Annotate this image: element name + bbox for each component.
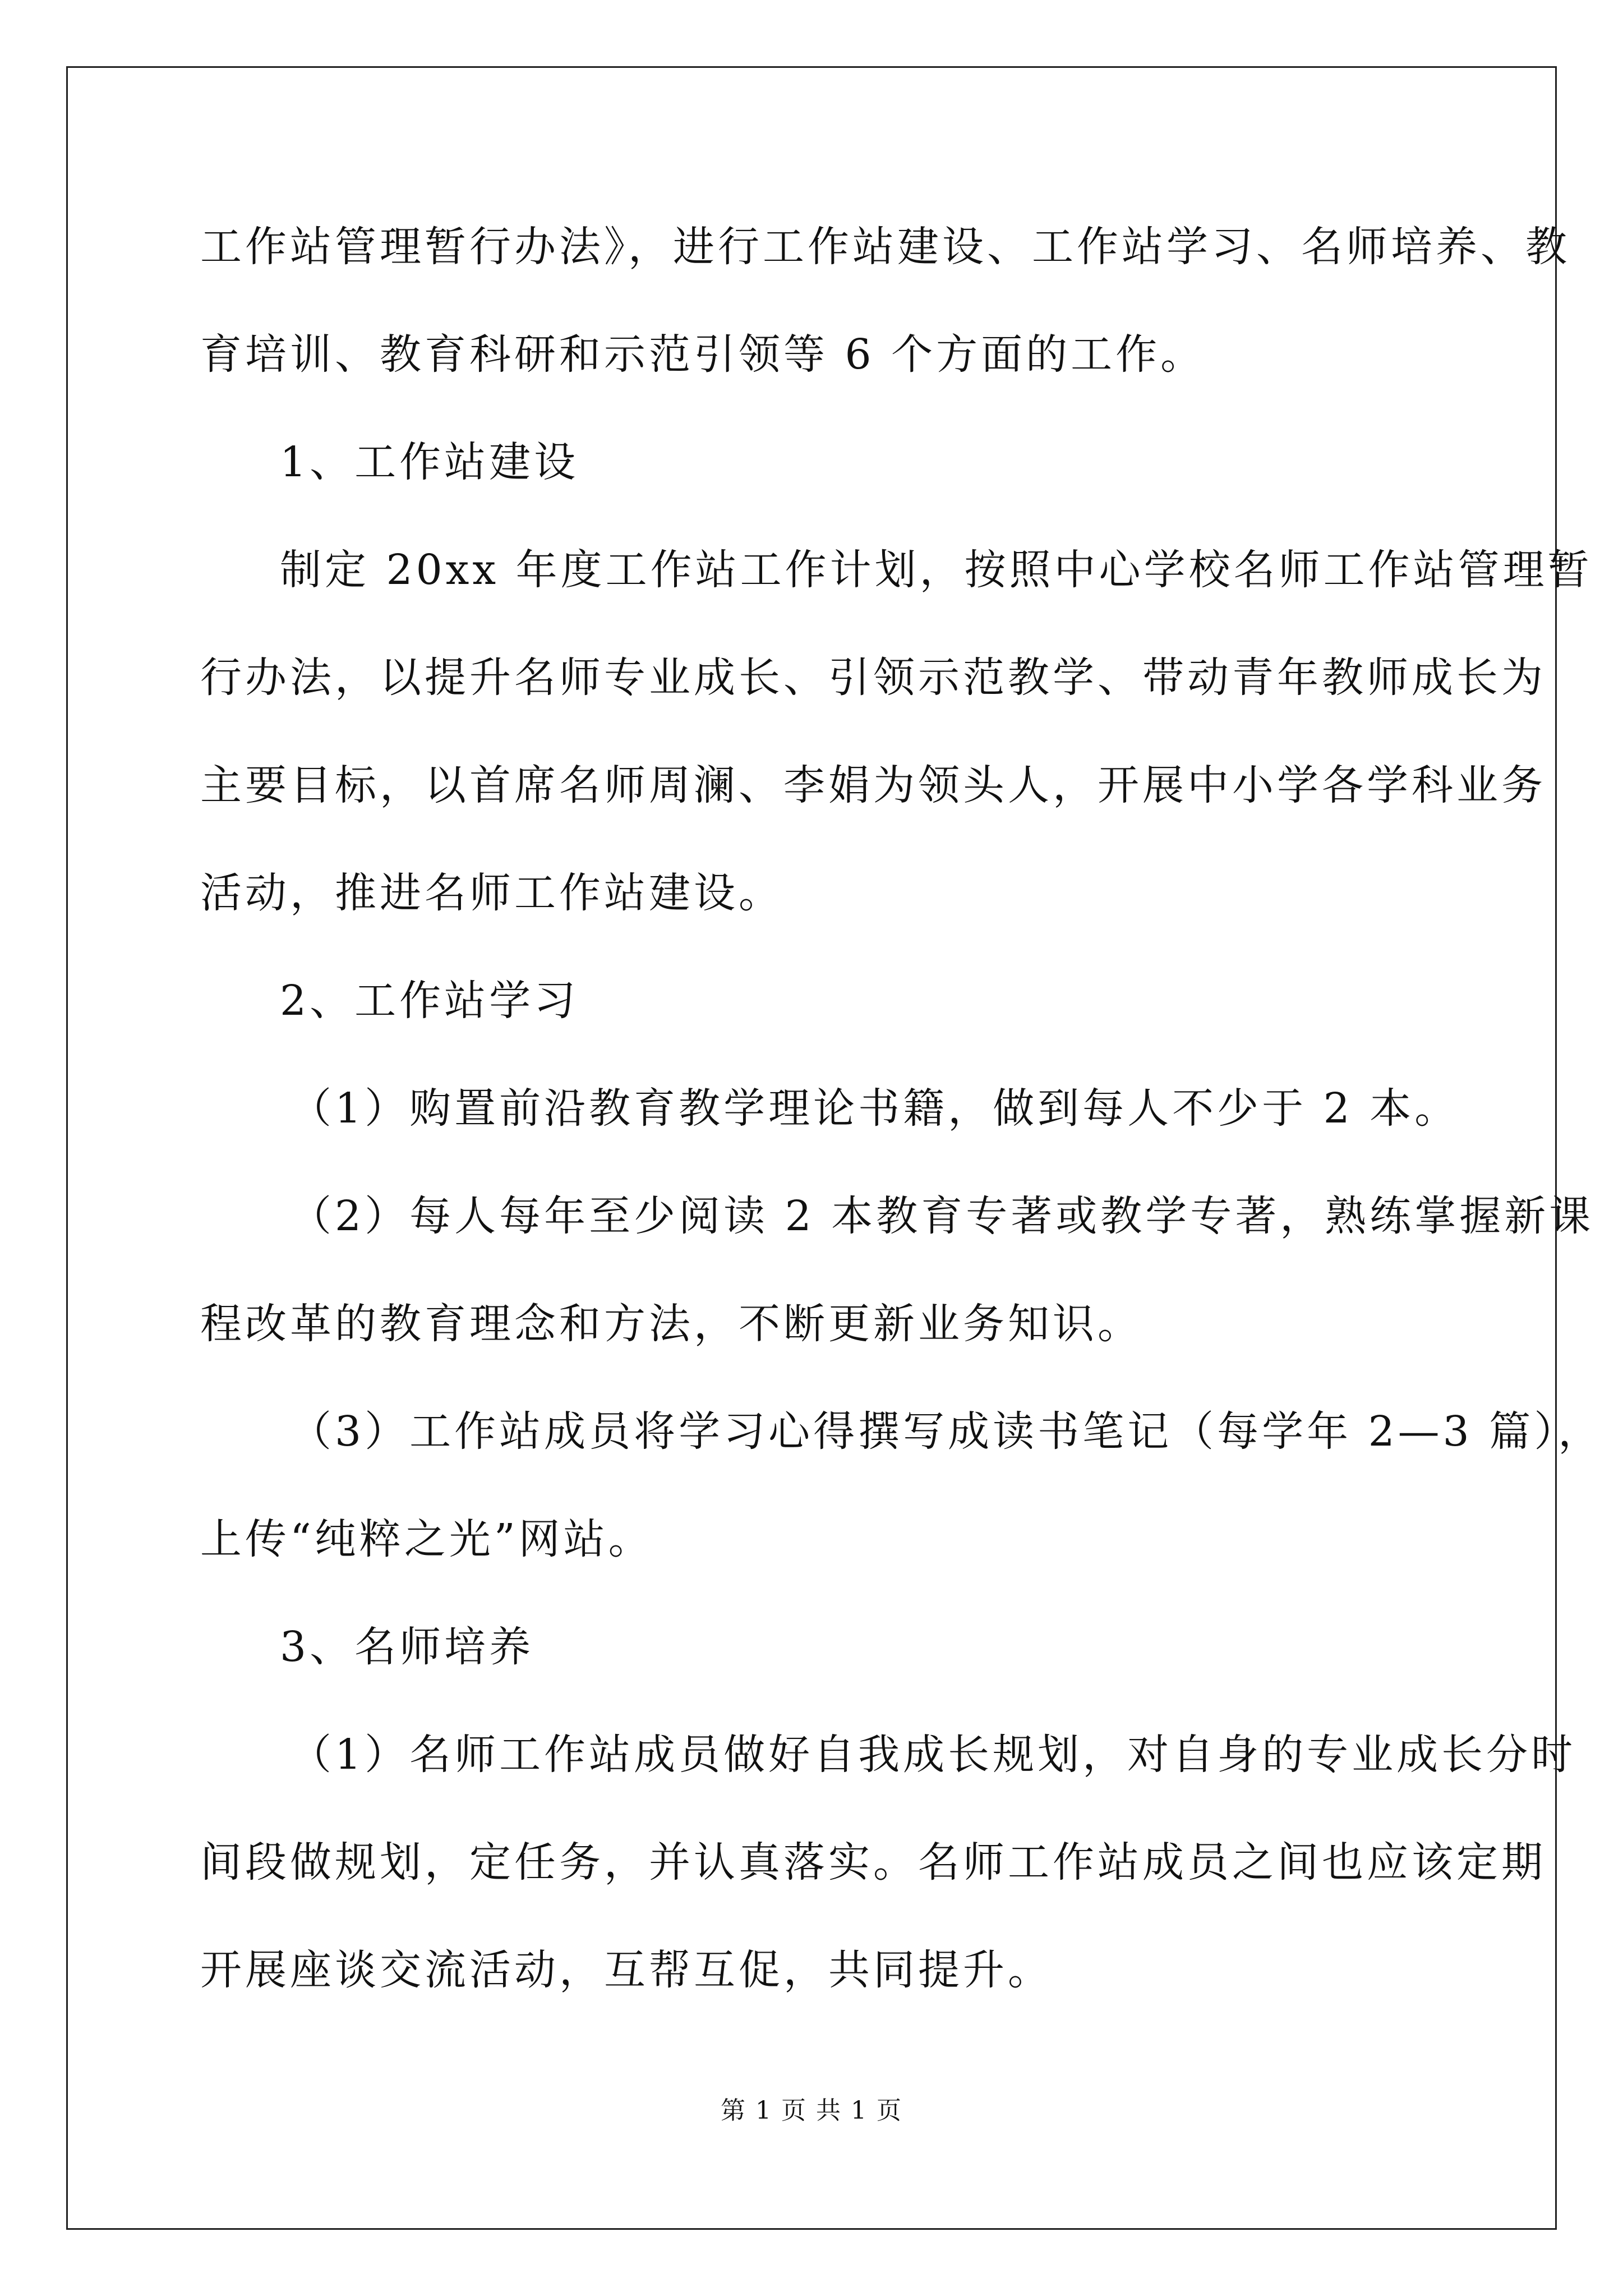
paragraph-line: 开展座谈交流活动，互帮互促，共同提升。: [200, 1946, 1053, 1994]
section-heading: 2、工作站学习: [280, 977, 579, 1025]
section-heading: 1、工作站建设: [280, 438, 579, 486]
paragraph-line: 主要目标，以首席名师周澜、李娟为领头人，开展中小学各学科业务: [200, 761, 1546, 809]
page-footer: 第 1 页 共 1 页: [721, 2096, 902, 2125]
list-item: （2）每人每年至少阅读 2 本教育专著或教学专著，熟练掌握新课: [290, 1192, 1594, 1240]
list-item: （3）工作站成员将学习心得撰写成读书笔记（每学年 2—3 篇），: [290, 1407, 1603, 1456]
page-border: [66, 66, 1557, 2230]
section-heading: 3、名师培养: [280, 1623, 534, 1671]
paragraph-line: 行办法，以提升名师专业成长、引领示范教学、带动青年教师成长为: [200, 654, 1546, 702]
list-item: （1）购置前沿教育教学理论书籍，做到每人不少于 2 本。: [290, 1084, 1460, 1133]
paragraph-line: 制定 20xx 年度工作站工作计划，按照中心学校名师工作站管理暂: [280, 546, 1593, 594]
paragraph-line: 间段做规划，定任务，并认真落实。名师工作站成员之间也应该定期: [200, 1838, 1546, 1887]
paragraph-line: 上传“纯粹之光”网站。: [200, 1515, 653, 1563]
paragraph-line: 程改革的教育理念和方法，不断更新业务知识。: [200, 1300, 1142, 1348]
paragraph-line: 工作站管理暂行办法》，进行工作站建设、工作站学习、名师培养、教: [200, 223, 1570, 271]
paragraph-line: 育培训、教育科研和示范引领等 6 个方面的工作。: [200, 330, 1206, 379]
paragraph-line: 活动，推进名师工作站建设。: [200, 869, 783, 917]
list-item: （1）名师工作站成员做好自我成长规划，对自身的专业成长分时: [290, 1731, 1576, 1779]
